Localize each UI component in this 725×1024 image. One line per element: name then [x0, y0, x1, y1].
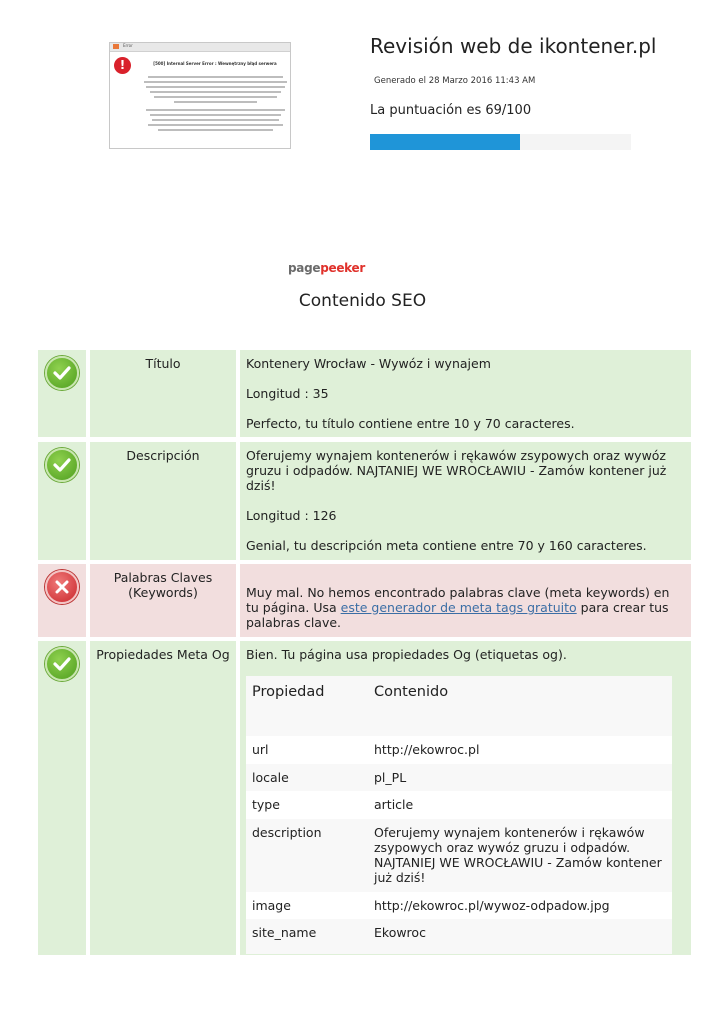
- text-line: [146, 86, 285, 88]
- text-line: [148, 76, 283, 78]
- check-circle-icon: [45, 647, 79, 681]
- site-screenshot-thumbnail: [109, 42, 291, 149]
- description-verdict: Genial, tu descripción meta contiene entre 70 y 160 caracteres.: [246, 538, 647, 553]
- check-circle-icon: [45, 356, 79, 390]
- page-title: Revisión web de ikontener.pl: [370, 34, 657, 58]
- row-label: Propiedades Meta Og: [90, 641, 236, 955]
- score-text: La puntuación es 69/100: [370, 103, 532, 118]
- og-verdict: Bien. Tu página usa propiedades Og (etiquetas og).: [246, 647, 567, 662]
- error-icon: !: [114, 57, 131, 74]
- thumbnail-window-bar: [110, 43, 290, 52]
- seo-row-keywords: [38, 564, 691, 637]
- row-label: Palabras Claves (Keywords): [90, 564, 236, 637]
- check-circle-icon: [45, 448, 79, 482]
- table-row: image http://ekowroc.pl/wywoz-odpadow.jpg: [246, 892, 672, 919]
- text-line: [174, 101, 257, 103]
- col-header-content: Contenido: [374, 684, 449, 700]
- section-title: Contenido SEO: [298, 291, 427, 311]
- generated-date: Generado el 28 Marzo 2016 11:43 AM: [374, 76, 536, 86]
- og-properties-table: [246, 676, 672, 954]
- text-line: [154, 96, 277, 98]
- text-line: [146, 109, 285, 111]
- window-icon: [113, 44, 119, 49]
- text-line: [150, 114, 281, 116]
- pagepeeker-logo: pagepeeker: [288, 261, 366, 275]
- text-line: [144, 81, 287, 83]
- meta-tag-generator-link[interactable]: este generador de meta tags gratuito: [340, 600, 577, 615]
- table-row: type article: [246, 791, 672, 819]
- score-bar-fill: [370, 134, 520, 150]
- text-line: [148, 124, 283, 126]
- description-length: Longitud : 126: [246, 508, 337, 523]
- row-label: Descripción: [90, 442, 236, 560]
- og-table-header: [246, 676, 672, 736]
- seo-row-description: [38, 442, 691, 560]
- title-length: Longitud : 35: [246, 386, 329, 401]
- keywords-verdict: Muy mal. No hemos encontrado palabras clave (meta keywords) en tu página. Usa este generador de meta tags gratuito para crear tus palabras clave.: [246, 585, 670, 630]
- cross-circle-icon: [45, 570, 79, 604]
- thumbnail-window-label: Error: [123, 43, 133, 48]
- table-row: description Oferujemy wynajem kontenerów i rękawów zsypowych oraz wywóz gruzu i odpadów. NAJTANIEJ WE WROCŁAWIU - Zamów kontener już dziś!: [246, 819, 672, 892]
- text-line: [158, 129, 273, 131]
- table-row: site_name Ekowroc: [246, 919, 672, 954]
- title-verdict: Perfecto, tu título contiene entre 10 y 70 caracteres.: [246, 416, 575, 431]
- score-bar: [370, 134, 631, 150]
- col-header-property: Propiedad: [252, 684, 325, 700]
- text-line: [150, 91, 281, 93]
- seo-row-title: [38, 350, 691, 437]
- table-row: locale pl_PL: [246, 764, 672, 791]
- text-line: [152, 119, 279, 121]
- description-value: Oferujemy wynajem kontenerów i rękawów zsypowych oraz wywóz gruzu i odpadów. NAJTANIEJ WE WROCŁAWIU - Zamów kontener już dziś!: [246, 448, 667, 493]
- row-label: Título: [90, 350, 236, 437]
- title-value: Kontenery Wrocław - Wywóz i wynajem: [246, 356, 491, 371]
- table-row: url http://ekowroc.pl: [246, 736, 672, 764]
- thumbnail-error-title: [500] Internal Server Error : Wewnętrzny błąd serwera: [153, 61, 277, 66]
